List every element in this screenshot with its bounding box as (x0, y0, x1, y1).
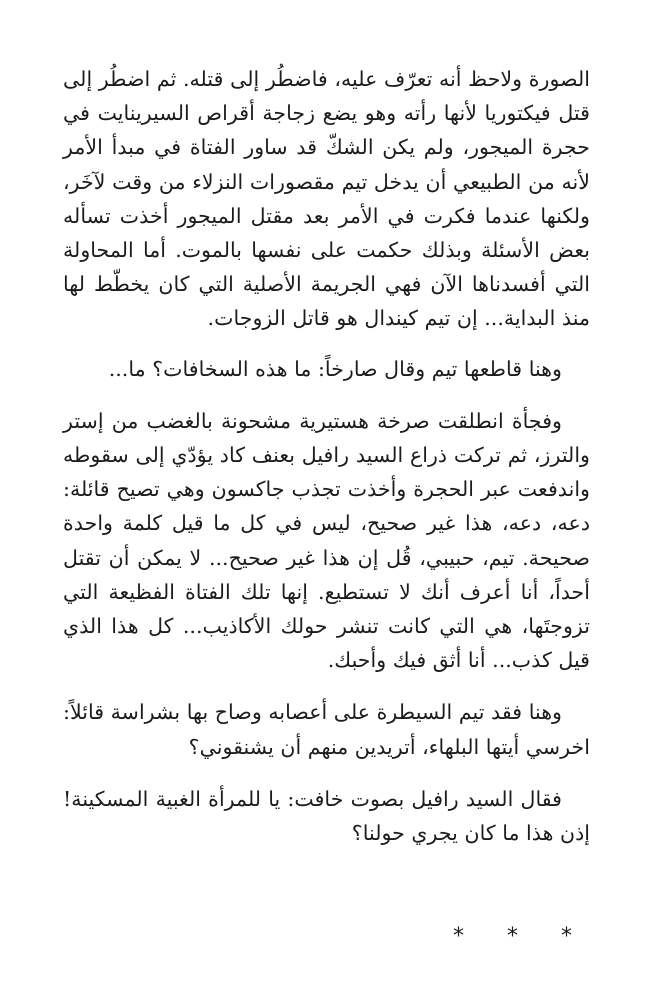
paragraph-explanation: الصورة ولاحظ أنه تعرّف عليه، فاضطُر إلى قتله. ثم اضطُر إلى قتل فيكتوريا لأنها رأته وهو يضع زجاجة أقراص السيرينايت في حجرة الميجور، ولم يكن الشكّ قد ساور الفتاة في مبدأ الأمر لأنه من الطبيعي أن يدخل تيم مقصورات النزلاء من وقت لآخَر، ولكنها عندما فكرت في الأمر بعد مقتل الميجور أخذت تسأله بعض الأسئلة وبذلك حكمت على نفسها بالموت. أما المحاولة التي أفسدناها الآن فهي الجريمة الأصلية التي كان يخطّط لها منذ البداية... إن تيم كيندال هو قاتل الزوجات. (63, 67, 590, 331)
paragraph-tim-interrupts: وهنا قاطعها تيم وقال صارخاً: ما هذه السخافات؟ ما... (108, 356, 562, 381)
section-break-ornament: * * * (453, 924, 590, 949)
paragraph-esther-scream: وفجأة انطلقت صرخة هستيرية مشحونة بالغضب من إستر والترز، ثم تركت ذراع السيد رافيل بعنف كاد يؤدّي إلى سقوطه واندفعت عبر الحجرة وأخذت تجذب جاكسون وهي تصيح قائلة: دعه، دعه، هذا غير صحيح، ليس في كل ما قيل كلمة واحدة صحيحة. تيم، حبيبي، قُل إن هذا غير صحيح... لا يمكن أن تقتل أحداً، أنا أعرف أنك لا تستطيع. إنها تلك الفتاة الفظيعة التي تزوجتَها، هي التي كانت تنشر حولك الأكاذيب... كل هذا الذي قيل كذب... أنا أثق فيك وأحبك. (63, 408, 590, 673)
book-page (63, 62, 590, 962)
paragraph-tim-loses-temper: وهنا فقد تيم السيطرة على أعصابه وصاح بها بشراسة قائلاً: اخرسي أيتها البلهاء، أتريدين منهم أن يشنقوني؟ (63, 700, 590, 759)
paragraph-rafiel-remark: فقال السيد رافيل بصوت خافت: يا للمرأة الغبية المسكينة! إذن هذا ما كان يجري حولنا؟ (63, 786, 590, 846)
